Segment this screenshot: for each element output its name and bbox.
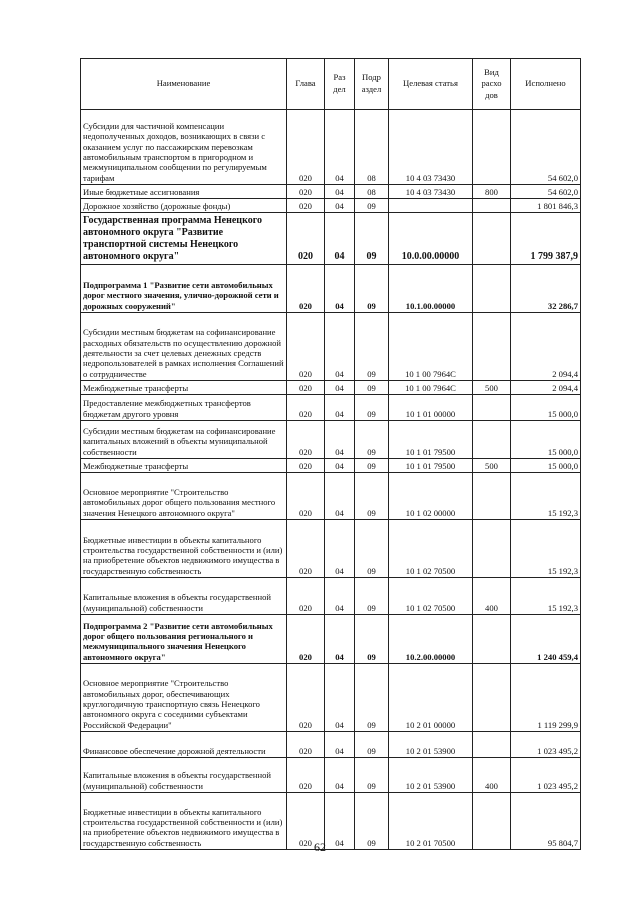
row-razdel: 04 <box>325 199 355 213</box>
row-executed: 1 023 495,2 <box>511 732 581 758</box>
header-name: Наименование <box>81 59 287 110</box>
row-expense-type <box>473 313 511 381</box>
header-razdel: Раз дел <box>325 59 355 110</box>
row-glava: 020 <box>287 265 325 313</box>
row-target-article: 10 4 03 73430 <box>389 185 473 199</box>
row-razdel: 04 <box>325 265 355 313</box>
row-razdel: 04 <box>325 459 355 473</box>
row-expense-type: 400 <box>473 758 511 793</box>
table-row <box>81 185 581 199</box>
row-podrazdel: 09 <box>355 664 389 732</box>
row-glava: 020 <box>287 473 325 520</box>
table-row <box>81 520 581 578</box>
row-target-article: 10.0.00.00000 <box>389 213 473 265</box>
row-glava: 020 <box>287 520 325 578</box>
row-razdel: 04 <box>325 664 355 732</box>
row-target-article: 10 2 01 00000 <box>389 664 473 732</box>
row-executed: 15 192,3 <box>511 578 581 615</box>
row-podrazdel: 08 <box>355 185 389 199</box>
row-executed: 1 799 387,9 <box>511 213 581 265</box>
row-expense-type <box>473 265 511 313</box>
row-podrazdel: 09 <box>355 459 389 473</box>
row-glava: 020 <box>287 110 325 185</box>
header-podrazdel: Подр аздел <box>355 59 389 110</box>
row-executed: 32 286,7 <box>511 265 581 313</box>
row-executed: 15 192,3 <box>511 520 581 578</box>
row-executed: 54 602,0 <box>511 185 581 199</box>
row-executed: 95 804,7 <box>511 793 581 850</box>
row-target-article: 10 1 02 00000 <box>389 473 473 520</box>
row-executed: 2 094,4 <box>511 381 581 395</box>
table-row <box>81 664 581 732</box>
row-target-article: 10 1 02 70500 <box>389 520 473 578</box>
row-razdel: 04 <box>325 381 355 395</box>
row-razdel: 04 <box>325 313 355 381</box>
row-razdel: 04 <box>325 473 355 520</box>
row-expense-type <box>473 664 511 732</box>
row-razdel: 04 <box>325 758 355 793</box>
row-glava: 020 <box>287 421 325 459</box>
table-row <box>81 459 581 473</box>
row-podrazdel: 09 <box>355 313 389 381</box>
table-row <box>81 732 581 758</box>
row-razdel: 04 <box>325 732 355 758</box>
row-name: Подпрограмма 1 "Развитие сети автомобильных дорог местного значения, улично-дорожной сети и дорожных сооружений" <box>81 265 287 313</box>
row-target-article: 10 1 00 7964С <box>389 313 473 381</box>
row-expense-type <box>473 615 511 664</box>
row-podrazdel: 09 <box>355 199 389 213</box>
row-glava: 020 <box>287 615 325 664</box>
row-expense-type: 400 <box>473 578 511 615</box>
row-glava: 020 <box>287 664 325 732</box>
row-razdel: 04 <box>325 110 355 185</box>
row-razdel: 04 <box>325 615 355 664</box>
row-expense-type <box>473 213 511 265</box>
row-name: Дорожное хозяйство (дорожные фонды) <box>81 199 287 213</box>
header-glava: Глава <box>287 59 325 110</box>
row-glava: 020 <box>287 395 325 421</box>
row-executed: 15 000,0 <box>511 395 581 421</box>
row-glava: 020 <box>287 758 325 793</box>
row-executed: 54 602,0 <box>511 110 581 185</box>
row-podrazdel: 09 <box>355 732 389 758</box>
row-glava: 020 <box>287 381 325 395</box>
row-expense-type <box>473 110 511 185</box>
row-target-article: 10.2.00.00000 <box>389 615 473 664</box>
row-name: Межбюджетные трансферты <box>81 459 287 473</box>
row-name: Государственная программа Ненецкого автономного округа "Развитие транспортной системы Ненецкого автономного округа" <box>81 213 287 265</box>
row-target-article: 10 1 01 00000 <box>389 395 473 421</box>
row-name: Межбюджетные трансферты <box>81 381 287 395</box>
row-executed: 1 801 846,3 <box>511 199 581 213</box>
table-row <box>81 395 581 421</box>
row-expense-type: 800 <box>473 185 511 199</box>
table-row <box>81 421 581 459</box>
row-podrazdel: 09 <box>355 395 389 421</box>
row-name: Капитальные вложения в объекты государственной (муниципальной) собственности <box>81 578 287 615</box>
header-expense-type: Вид расхо дов <box>473 59 511 110</box>
row-target-article: 10 4 03 73430 <box>389 110 473 185</box>
row-executed: 1 023 495,2 <box>511 758 581 793</box>
row-executed: 1 240 459,4 <box>511 615 581 664</box>
table-row <box>81 615 581 664</box>
header-executed: Исполнено <box>511 59 581 110</box>
row-name: Субсидии местным бюджетам на софинансирование расходных обязательств по осуществлению дорожной деятельности за счет целевых денежных средств недропользователей в рамках исполнения Соглашений о сотрудничестве <box>81 313 287 381</box>
row-glava: 020 <box>287 185 325 199</box>
table-row <box>81 213 581 265</box>
row-podrazdel: 09 <box>355 793 389 850</box>
row-name: Предоставление межбюджетных трансфертов бюджетам другого уровня <box>81 395 287 421</box>
row-podrazdel: 09 <box>355 520 389 578</box>
row-expense-type <box>473 520 511 578</box>
row-name: Иные бюджетные ассигнования <box>81 185 287 199</box>
row-name: Бюджетные инвестиции в объекты капитального строительства государственной собственности и (или) на приобретение объектов недвижимого имущества в государственную собственность <box>81 520 287 578</box>
table-row <box>81 381 581 395</box>
table-row <box>81 473 581 520</box>
row-glava: 020 <box>287 213 325 265</box>
row-glava: 020 <box>287 793 325 850</box>
row-podrazdel: 09 <box>355 615 389 664</box>
row-target-article: 10 2 01 70500 <box>389 793 473 850</box>
row-name: Субсидии местным бюджетам на софинансирование капитальных вложений в объекты муниципальной собственности <box>81 421 287 459</box>
row-glava: 020 <box>287 578 325 615</box>
row-name: Основное мероприятие "Строительство автомобильных дорог общего пользования местного значения Ненецкого автономного округа" <box>81 473 287 520</box>
table-row <box>81 265 581 313</box>
row-executed: 15 000,0 <box>511 459 581 473</box>
row-glava: 020 <box>287 459 325 473</box>
row-podrazdel: 09 <box>355 758 389 793</box>
row-glava: 020 <box>287 199 325 213</box>
row-podrazdel: 09 <box>355 213 389 265</box>
table-header-row <box>81 59 581 110</box>
row-razdel: 04 <box>325 421 355 459</box>
row-executed: 15 000,0 <box>511 421 581 459</box>
row-podrazdel: 09 <box>355 578 389 615</box>
row-razdel: 04 <box>325 520 355 578</box>
row-razdel: 04 <box>325 793 355 850</box>
row-podrazdel: 09 <box>355 473 389 520</box>
row-razdel: 04 <box>325 578 355 615</box>
row-name: Финансовое обеспечение дорожной деятельности <box>81 732 287 758</box>
header-target-article: Целевая статья <box>389 59 473 110</box>
row-target-article: 10 1 01 79500 <box>389 459 473 473</box>
row-expense-type <box>473 395 511 421</box>
page-number: 62 <box>314 840 326 854</box>
row-executed: 1 119 299,9 <box>511 664 581 732</box>
row-expense-type <box>473 473 511 520</box>
row-name: Подпрограмма 2 "Развитие сети автомобильных дорог общего пользования регионального и межмуниципального значения Ненецкого автономного округа" <box>81 615 287 664</box>
row-podrazdel: 08 <box>355 110 389 185</box>
row-executed: 15 192,3 <box>511 473 581 520</box>
table-row <box>81 199 581 213</box>
table-row <box>81 758 581 793</box>
row-razdel: 04 <box>325 185 355 199</box>
row-razdel: 04 <box>325 395 355 421</box>
row-expense-type <box>473 199 511 213</box>
row-expense-type: 500 <box>473 459 511 473</box>
row-glava: 020 <box>287 313 325 381</box>
row-target-article: 10 1 00 7964С <box>389 381 473 395</box>
row-target-article: 10 2 01 53900 <box>389 758 473 793</box>
row-name: Субсидии для частичной компенсации недополученных доходов, возникающих в связи с оказанием услуг по пассажирским перевозкам автомобильным транспортом в пригородном и межмуниципальном сообщении по регулируемым тарифам <box>81 110 287 185</box>
row-target-article: 10 1 01 79500 <box>389 421 473 459</box>
table-row <box>81 578 581 615</box>
row-target-article: 10.1.00.00000 <box>389 265 473 313</box>
table-row <box>81 110 581 185</box>
row-target-article: 10 1 02 70500 <box>389 578 473 615</box>
row-expense-type <box>473 732 511 758</box>
row-name: Бюджетные инвестиции в объекты капитального строительства государственной собственности и (или) на приобретение объектов недвижимого имущества в государственную собственность <box>81 793 287 850</box>
row-glava: 020 <box>287 732 325 758</box>
row-target-article <box>389 199 473 213</box>
row-podrazdel: 09 <box>355 265 389 313</box>
row-expense-type: 500 <box>473 381 511 395</box>
row-name: Основное мероприятие "Строительство автомобильных дорог, обеспечивающих круглогодичную транспортную связь Ненецкого автономного округа с соседними субъектами Российской Федерации" <box>81 664 287 732</box>
row-name: Капитальные вложения в объекты государственной (муниципальной) собственности <box>81 758 287 793</box>
row-podrazdel: 09 <box>355 381 389 395</box>
table-row <box>81 313 581 381</box>
row-executed: 2 094,4 <box>511 313 581 381</box>
row-podrazdel: 09 <box>355 421 389 459</box>
budget-table <box>80 58 581 850</box>
row-target-article: 10 2 01 53900 <box>389 732 473 758</box>
row-expense-type <box>473 421 511 459</box>
row-razdel: 04 <box>325 213 355 265</box>
